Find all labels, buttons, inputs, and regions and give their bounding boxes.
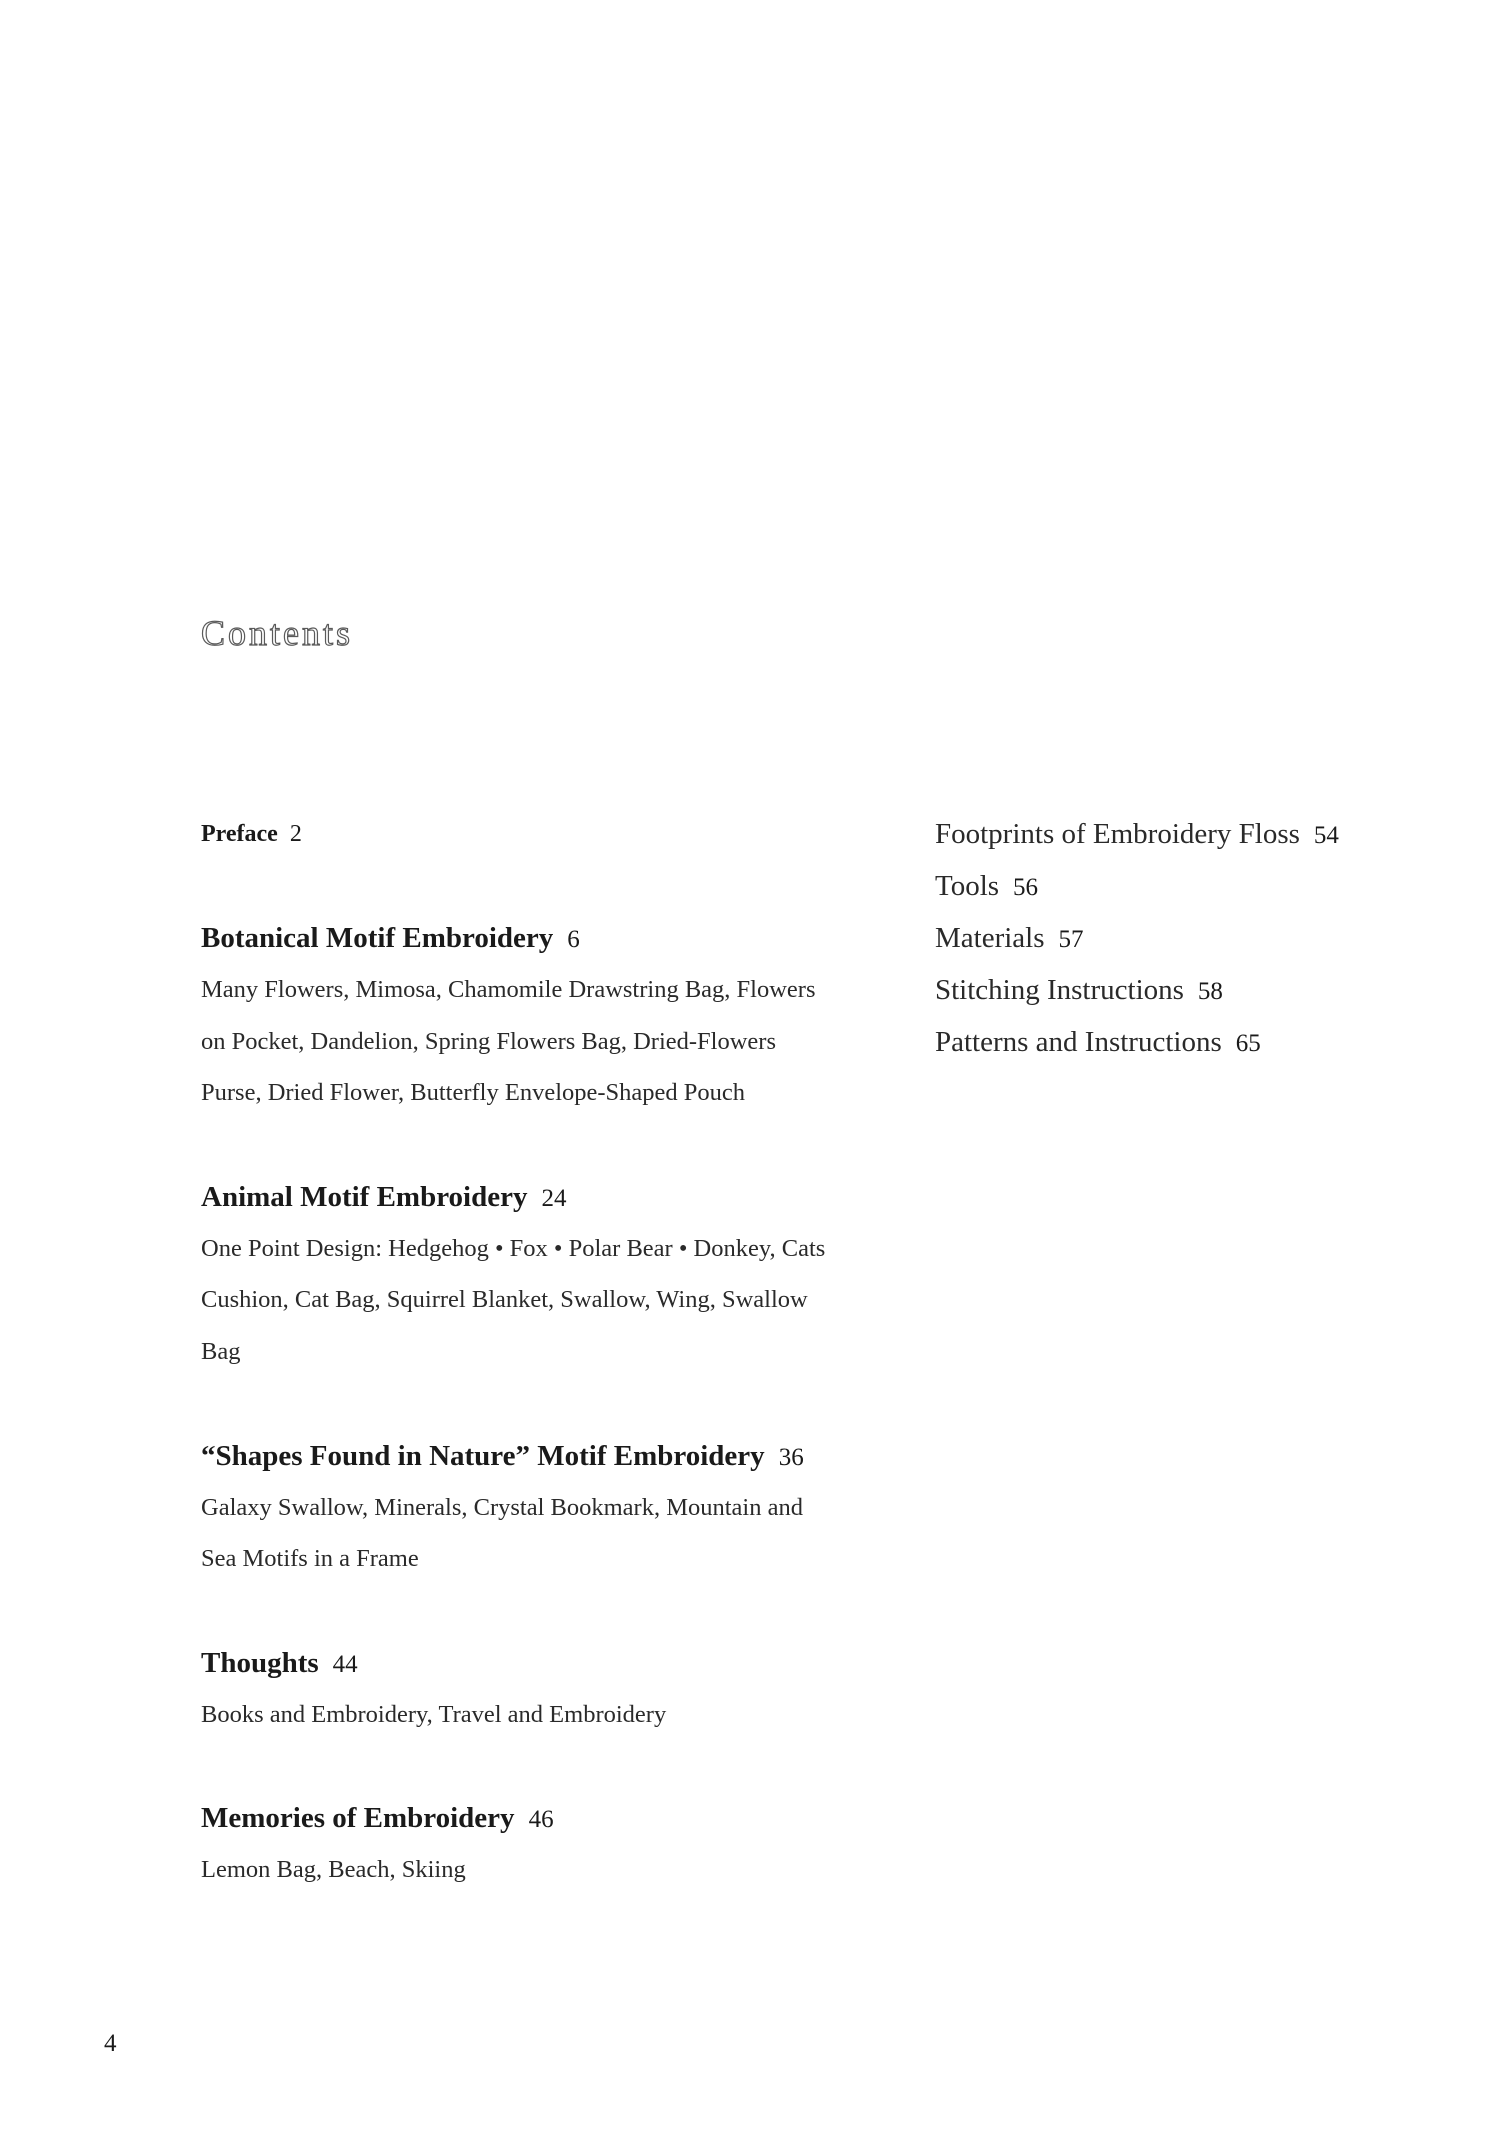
toc-page-number: 24 <box>541 1184 567 1212</box>
toc-page-number: 56 <box>1013 874 1039 901</box>
toc-section-preface[interactable] <box>201 808 841 860</box>
toc-section-description: Lemon Bag, Beach, Skiing <box>201 1856 466 1884</box>
toc-item-stitching[interactable] <box>935 964 1415 1016</box>
toc-heading <box>201 1792 841 1844</box>
toc-page-number: 2 <box>289 821 302 847</box>
toc-heading-label: Animal Motif Embroidery <box>201 1180 528 1213</box>
toc-item-label: Footprints of Embroidery Floss <box>935 818 1300 850</box>
toc-item-label: Stitching Instructions <box>935 974 1184 1006</box>
toc-section-description: One Point Design: Hedgehog • Fox • Polar Bear • Donkey, Cats Cushion, Cat Bag, Squirrel Blanket, Swallow, Wing, Swallow Bag <box>201 1234 826 1365</box>
toc-heading-label: Thoughts <box>201 1646 319 1679</box>
toc-item-label: Materials <box>935 922 1045 954</box>
toc-right-column <box>935 808 1415 1068</box>
toc-heading-label: Botanical Motif Embroidery <box>201 922 554 954</box>
toc-page-number: 46 <box>528 1806 554 1834</box>
toc-page-number: 54 <box>1313 822 1339 849</box>
page-title: Contents <box>201 613 354 653</box>
toc-heading <box>201 1637 841 1689</box>
toc-section-description: Many Flowers, Mimosa, Chamomile Drawstring Bag, Flowers on Pocket, Dandelion, Spring Flowers Bag, Dried-Flowers Purse, Dried Flower, Butterfly Envelope-Shaped Pouch <box>201 976 816 1107</box>
toc-section-shapes[interactable] <box>201 1430 841 1585</box>
toc-page-number: 58 <box>1197 978 1223 1005</box>
toc-page-number: 44 <box>332 1650 358 1678</box>
toc-item-label: Patterns and Instructions <box>935 1026 1222 1058</box>
toc-page-number: 6 <box>567 926 580 953</box>
toc-heading <box>201 1430 841 1482</box>
toc-section-description: Galaxy Swallow, Minerals, Crystal Bookmark, Mountain and Sea Motifs in a Frame <box>201 1493 803 1573</box>
toc-heading <box>201 912 841 964</box>
toc-item-patterns[interactable] <box>935 1016 1415 1068</box>
folio-page-number: 4 <box>104 2030 117 2057</box>
toc-page-number: 57 <box>1058 926 1084 953</box>
toc-section-thoughts[interactable] <box>201 1637 841 1741</box>
toc-item-footprints[interactable] <box>935 808 1415 860</box>
toc-left-column <box>201 808 841 1896</box>
toc-item-label: Tools <box>935 870 1000 902</box>
toc-page-number: 65 <box>1235 1030 1261 1057</box>
toc-item-tools[interactable] <box>935 860 1415 912</box>
toc-page-number: 36 <box>778 1443 804 1471</box>
toc-section-description: Books and Embroidery, Travel and Embroidery <box>201 1700 667 1728</box>
toc-heading-label: Memories of Embroidery <box>201 1802 515 1835</box>
toc-heading <box>201 808 841 860</box>
toc-section-animal[interactable] <box>201 1171 841 1378</box>
toc-heading-label: “Shapes Found in Nature” Motif Embroidery <box>201 1439 765 1472</box>
toc-section-memories[interactable] <box>201 1792 841 1896</box>
toc-heading-label: Preface <box>201 821 278 847</box>
toc-section-botanical[interactable] <box>201 912 841 1119</box>
toc-heading <box>201 1171 841 1223</box>
toc-item-materials[interactable] <box>935 912 1415 964</box>
